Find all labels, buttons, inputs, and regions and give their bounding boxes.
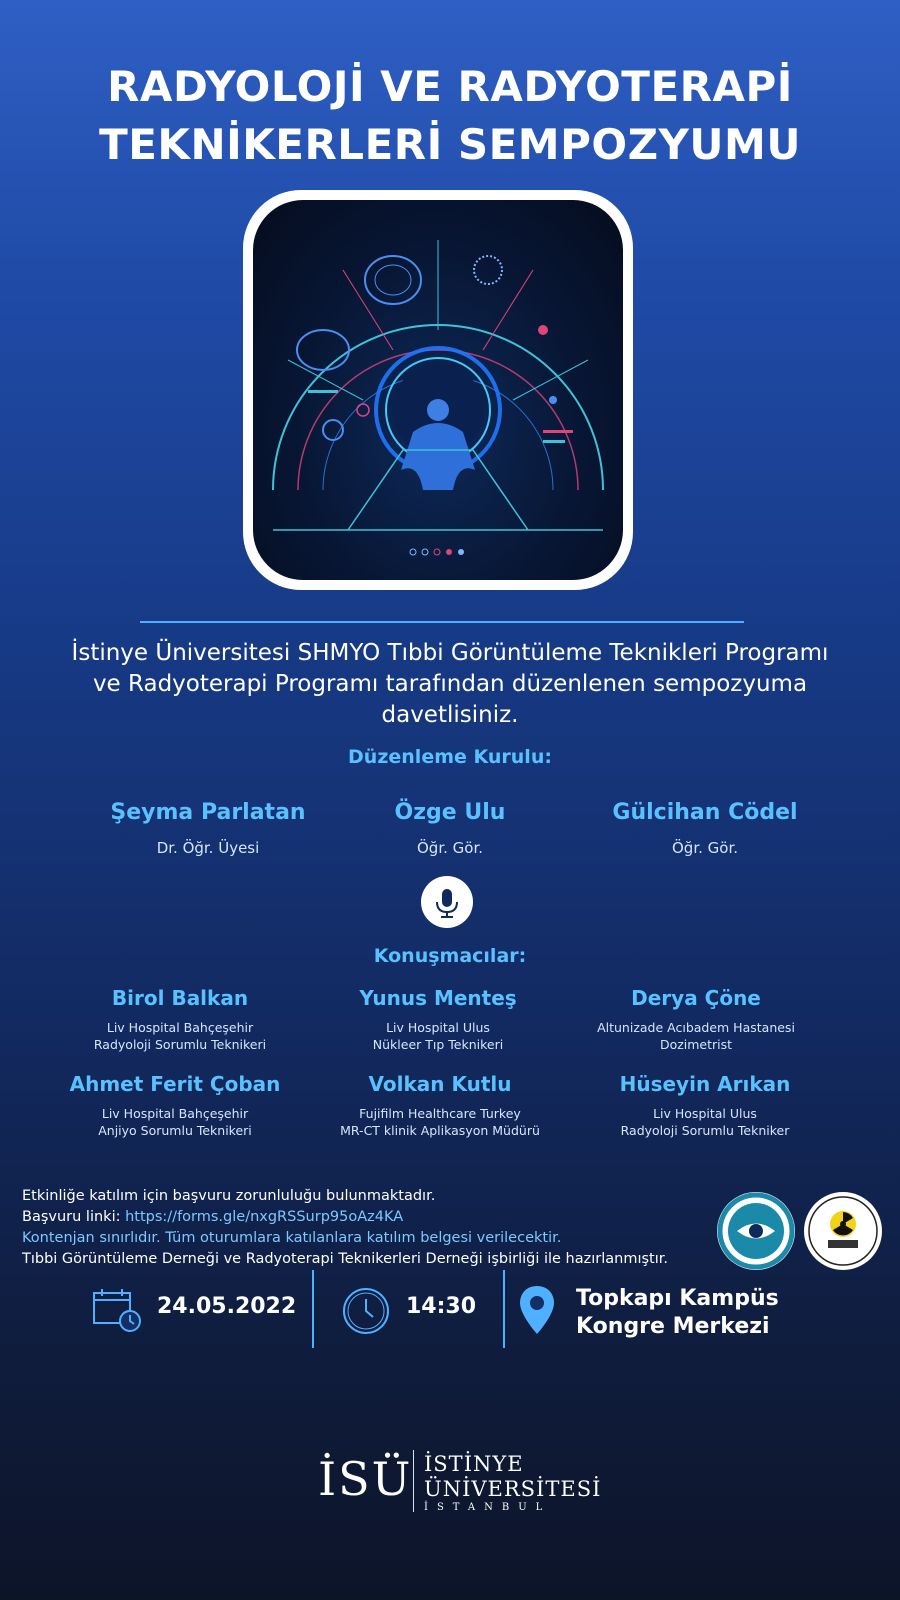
radiotherapy-association-logo: [804, 1192, 882, 1270]
speaker-name: Derya Çöne: [631, 986, 761, 1010]
speaker-title: Dozimetrist: [659, 1037, 733, 1052]
event-date: 24.05.2022: [157, 1294, 297, 1319]
speakers-heading: Konuşmacılar:: [373, 945, 527, 967]
mri-scanner-illustration: [253, 200, 623, 580]
microphone-icon-badge: [421, 876, 473, 928]
intro-line-3: davetlisiniz.: [381, 702, 519, 728]
intro-line-1: İstinye Üniversitesi SHMYO Tıbbi Görüntüleme Teknikleri Programı: [71, 640, 829, 666]
speaker-card: [580, 1072, 830, 1139]
speaker-org: Fujifilm Healthcare Turkey: [359, 1106, 521, 1121]
registration-info: [22, 1186, 668, 1270]
university-logo-name: [424, 1452, 601, 1502]
mri-scanner-icon: [253, 200, 623, 580]
speaker-org: Liv Hospital Bahçeşehir: [101, 1106, 249, 1121]
logo-line-1: İSTİNYE: [424, 1452, 524, 1476]
speaker-name: Hüseyin Arıkan: [619, 1072, 791, 1096]
event-time: 14:30: [406, 1294, 477, 1319]
hero-image-frame: [243, 190, 633, 590]
speaker-card: [60, 986, 300, 1053]
committee-member: [88, 800, 328, 857]
speaker-title: Anjiyo Sorumlu Teknikeri: [98, 1123, 252, 1138]
member-name: Şeyma Parlatan: [110, 800, 306, 825]
speaker-card: [315, 1072, 565, 1139]
speaker-name: Ahmet Ferit Çoban: [69, 1072, 281, 1096]
section-divider: [140, 621, 744, 623]
title-line-1: RADYOLOJİ VE RADYOTERAPİ: [107, 62, 793, 111]
radiation-emblem-icon: [804, 1192, 882, 1270]
speaker-name: Birol Balkan: [111, 986, 249, 1010]
registration-link[interactable]: https://forms.gle/nxgRSSurp95oAz4KA: [125, 1209, 404, 1225]
calendar-icon: [92, 1287, 142, 1333]
speaker-title: Radyoloji Sorumlu Teknikeri: [93, 1037, 267, 1052]
logo-divider: [413, 1450, 414, 1512]
speaker-card: [576, 986, 816, 1053]
speaker-org: Liv Hospital Ulus: [386, 1020, 490, 1035]
microphone-icon: [421, 876, 473, 928]
page-title: [0, 58, 900, 174]
eye-emblem-icon: [717, 1192, 795, 1270]
member-role: Öğr. Gör.: [416, 839, 483, 857]
member-name: Gülcihan Cödel: [612, 800, 798, 825]
speaker-org: Liv Hospital Bahçeşehir: [106, 1020, 254, 1035]
member-role: Dr. Öğr. Üyesi: [156, 839, 260, 857]
intro-line-2: ve Radyoterapi Programı tarafından düzenlenen sempozyuma: [92, 671, 808, 697]
location-pin-icon: [518, 1284, 556, 1336]
speaker-name: Volkan Kutlu: [368, 1072, 512, 1096]
speaker-title: MR-CT klinik Aplikasyon Müdürü: [340, 1123, 540, 1138]
venue-line-1: Topkapı Kampüs: [576, 1286, 779, 1311]
detail-separator: [312, 1270, 314, 1348]
member-name: Özge Ulu: [394, 800, 506, 825]
speaker-card: [50, 1072, 300, 1139]
title-line-2: TEKNİKERLERİ SEMPOZYUMU: [99, 120, 801, 169]
committee-heading: Düzenleme Kurulu:: [348, 746, 552, 768]
clock-icon: [341, 1286, 391, 1336]
detail-separator: [503, 1270, 505, 1348]
info-link-label: Başvuru linki:: [22, 1209, 126, 1225]
member-role: Öğr. Gör.: [671, 839, 738, 857]
event-venue: [576, 1285, 779, 1341]
logo-line-2: ÜNİVERSİTESİ: [424, 1477, 602, 1501]
intro-text: [10, 638, 890, 731]
speaker-card: [318, 986, 558, 1053]
university-logo-mark: İSÜ: [318, 1452, 413, 1506]
info-link-row: [22, 1207, 668, 1228]
speaker-org: Altunizade Acıbadem Hastanesi: [597, 1020, 795, 1035]
speaker-name: Yunus Menteş: [359, 986, 517, 1010]
venue-line-2: Kongre Merkezi: [576, 1314, 770, 1339]
info-required: Etkinliğe katılım için başvuru zorunluluğu bulunmaktadır.: [22, 1188, 436, 1204]
info-partnership: Tıbbi Görüntüleme Derneği ve Radyoterapi Teknikerleri Derneği işbirliği ile hazırlanmıştır.: [22, 1251, 669, 1267]
committee-member: [580, 800, 830, 857]
committee-member: [330, 800, 570, 857]
speaker-org: Liv Hospital Ulus: [653, 1106, 757, 1121]
speaker-title: Radyoloji Sorumlu Tekniker: [620, 1123, 790, 1138]
imaging-association-logo: [717, 1192, 795, 1270]
university-logo-city: İSTANBUL: [424, 1502, 552, 1513]
speaker-title: Nükleer Tıp Teknikeri: [372, 1037, 504, 1052]
info-capacity: Kontenjan sınırlıdır. Tüm oturumlara katılanlara katılım belgesi verilecektir.: [22, 1230, 562, 1246]
